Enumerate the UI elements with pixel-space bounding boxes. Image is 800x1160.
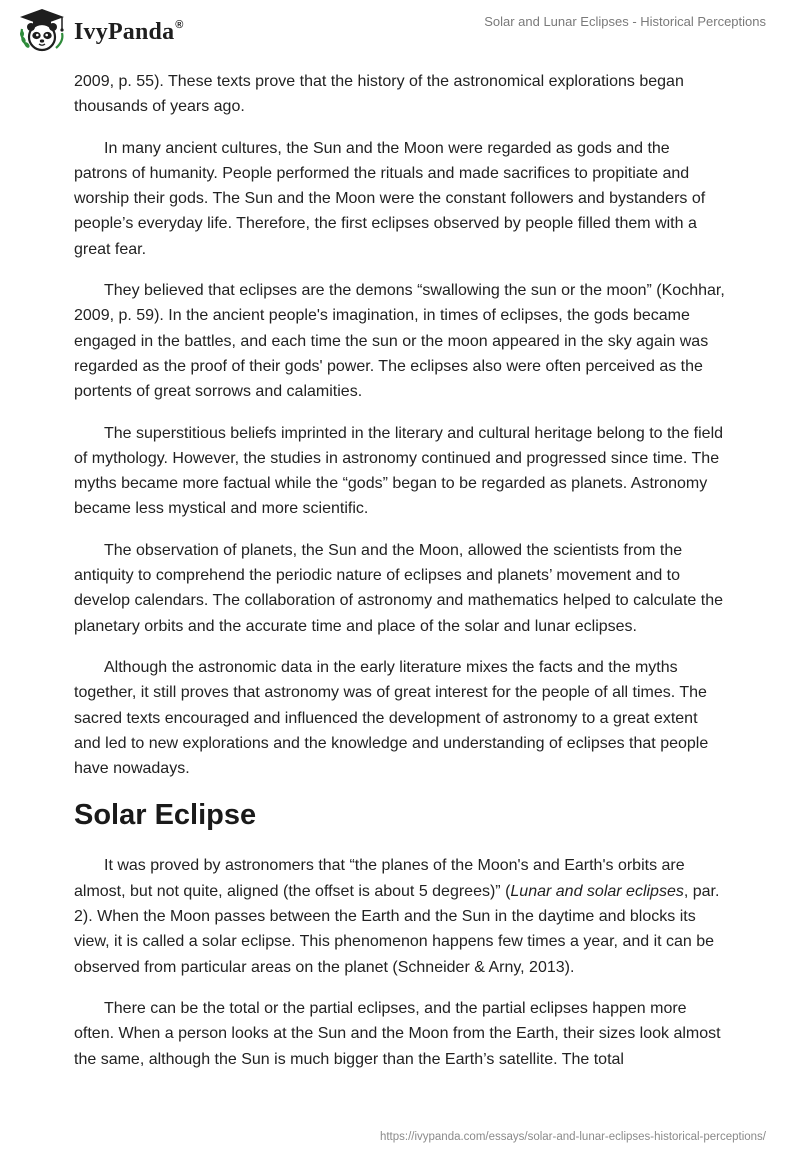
ivypanda-logo[interactable] xyxy=(16,7,184,53)
source-url[interactable]: https://ivypanda.com/essays/solar-and-lunar-eclipses-historical-perceptions/ xyxy=(379,1131,766,1143)
paragraph: There can be the total or the partial eclipses, and the partial eclipses happen more often. When a person looks at the Sun and the Moon from the Earth, their sizes look almost the same, although the Sun is much bigger than the Earth’s satellite. The total xyxy=(74,999,721,1068)
paragraph: It was proved by astronomers that “the planes of the Moon's and Earth's orbits are almost, but not quite, aligned (the offset is about 5 degrees)” (Lunar and solar eclipses, par. 2). When the Moon passes between the Earth and the Sun in the daytime and blocks its view, it is called a solar eclipse. This phenomenon happens few times a year, and it can be observed from particular areas on the planet (Schneider & Arny, 2013). xyxy=(74,857,720,976)
page-header xyxy=(0,0,800,60)
essay-body xyxy=(74,69,726,1088)
paragraph: In many ancient cultures, the Sun and the Moon were regarded as gods and the patrons of humanity. People performed the rituals and made sacrifices to propitiate and worship their gods. The Sun and the Moon were the constant followers and bystanders of people’s everyday life. Therefore, the first eclipses observed by people filled them with a great fear. xyxy=(74,139,706,258)
paragraph: The superstitious beliefs imprinted in the literary and cultural heritage belong to the field of mythology. However, the studies in astronomy continued and progressed since time. The myths became more factual while the “gods” began to be regarded as planets. Astronomy became less mystical and more scientific. xyxy=(74,424,724,518)
panda-graduate-icon xyxy=(16,7,68,53)
paragraph: The observation of planets, the Sun and the Moon, allowed the scientists from the antiquity to comprehend the periodic nature of eclipses and planets’ movement and to develop calendars. The collaboration of astronomy and mathematics helped to calculate the planetary orbits and the accurate time and place of the solar and lunar eclipses. xyxy=(74,541,723,635)
section-heading: Solar Eclipse xyxy=(74,799,257,832)
brand-name: IvyPanda® xyxy=(74,18,184,45)
citation-title: Lunar and solar eclipses xyxy=(510,882,684,900)
paragraph: Although the astronomic data in the early literature mixes the facts and the myths together, it still proves that astronomy was of great interest for the people of all times. The sacred texts encouraged and influenced the development of astronomy to a great extent and led to new explorations and the knowledge and understanding of eclipses that people have nowadays. xyxy=(74,658,709,778)
document-title: Solar and Lunar Eclipses - Historical Perceptions xyxy=(484,14,766,29)
paragraph: 2009, p. 55). These texts prove that the history of the astronomical explorations began thousands of years ago. xyxy=(74,73,684,116)
paragraph: They believed that eclipses are the demons “swallowing the sun or the moon” (Kochhar, 2009, p. 59). In the ancient people's imagination, in times of eclipses, the gods became engaged in the battles, and each time the sun or the moon appeared in the sky again was regarded as the proof of their gods' power. The eclipses also were often perceived as the portents of great sorrows and calamities. xyxy=(74,282,725,401)
